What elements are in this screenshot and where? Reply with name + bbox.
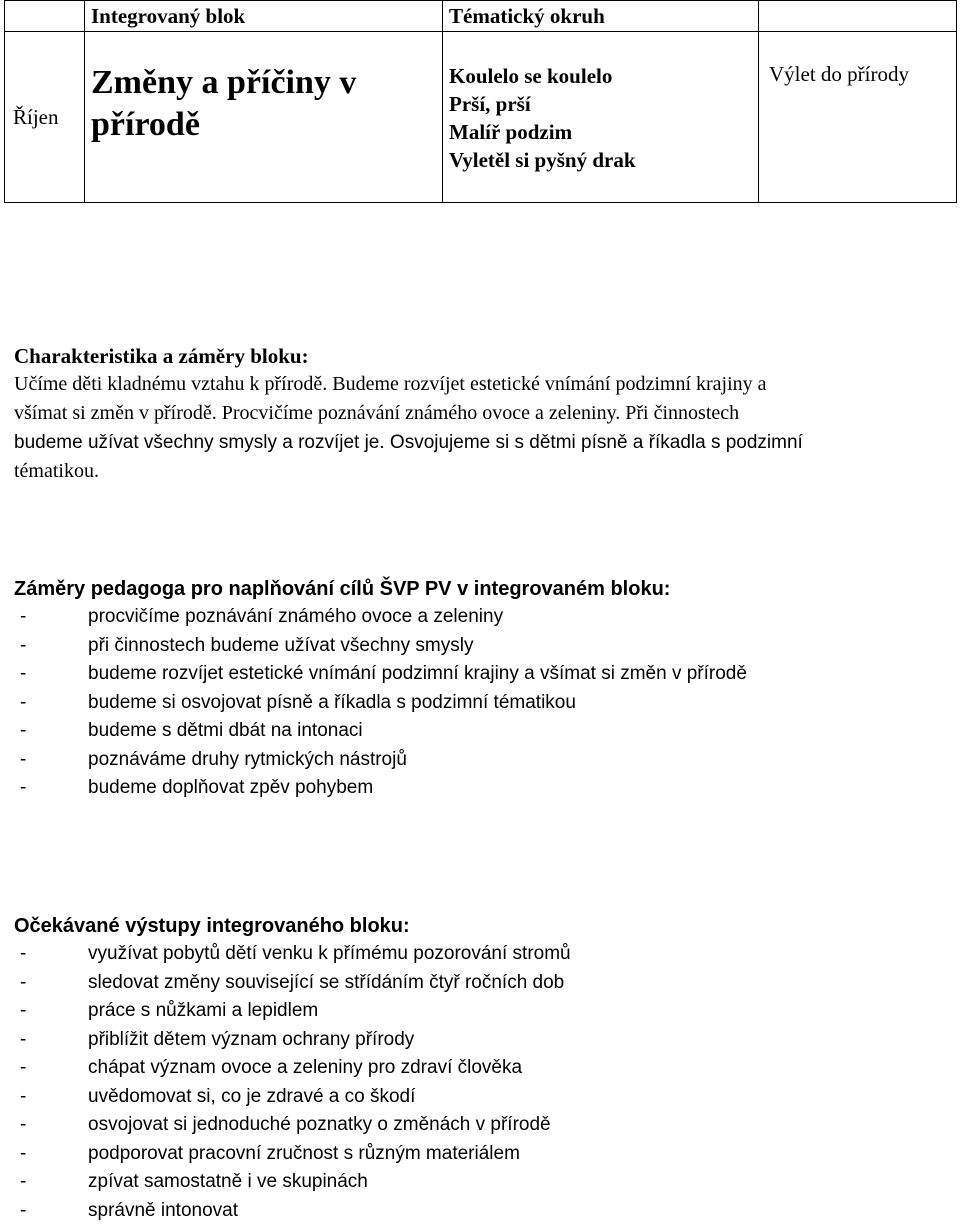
plan-header-table xyxy=(4,0,957,203)
vystupy-section xyxy=(14,912,944,1225)
zamery-section xyxy=(14,575,944,803)
vystupy-list xyxy=(14,940,944,1225)
list-item xyxy=(14,940,944,969)
list-item-text: chápat význam ovoce a zeleniny pro zdraví člověka xyxy=(88,1057,523,1078)
col-block-header xyxy=(85,1,443,32)
list-item xyxy=(14,746,944,775)
trip-cell xyxy=(759,32,957,203)
dash-bullet: - xyxy=(20,943,27,964)
topics-cell xyxy=(443,32,759,203)
dash-bullet: - xyxy=(20,634,27,656)
list-item-text: přiblížit dětem význam ochrany přírody xyxy=(88,1028,415,1050)
list-item xyxy=(14,1140,944,1169)
dash-bullet: - xyxy=(20,1199,27,1221)
charakteristika-text xyxy=(14,370,944,486)
list-item-text: budeme rozvíjet estetické vnímání podzimní krajiny a všímat si změn v přírodě xyxy=(88,663,747,684)
list-item-text: poznáváme druhy rytmických nástrojů xyxy=(88,748,407,770)
block-title: Změny a příčiny v přírodě xyxy=(91,64,357,143)
char-line: všímat si změn v přírodě. Procvičíme poznávání známého ovoce a zeleniny. Při činnostech xyxy=(14,402,740,424)
list-item xyxy=(14,717,944,746)
list-item-text: při činnostech budeme užívat všechny smysly xyxy=(88,634,474,656)
list-item xyxy=(14,1197,944,1225)
zamery-list xyxy=(14,603,944,803)
list-item xyxy=(14,1111,944,1140)
content-row xyxy=(5,32,957,203)
char-line: Učíme děti kladnému vztahu k přírodě. Budeme rozvíjet estetické vnímání podzimní krajiny a xyxy=(14,373,767,395)
dash-bullet: - xyxy=(20,1114,27,1135)
topic-item: Malíř podzim xyxy=(449,120,573,144)
list-item xyxy=(14,1083,944,1112)
zamery-heading: Záměry pedagoga pro naplňování cílů ŠVP PV v integrovaném bloku: xyxy=(14,578,671,600)
dash-bullet: - xyxy=(20,1142,27,1164)
header-empty-cell xyxy=(5,1,85,32)
month-label: Říjen xyxy=(13,104,59,129)
vystupy-heading: Očekávané výstupy integrovaného bloku: xyxy=(14,915,410,937)
topic-item: Koulelo se koulelo xyxy=(449,64,613,88)
list-item xyxy=(14,1026,944,1055)
list-item-text: osvojovat si jednoduché poznatky o změnách v přírodě xyxy=(88,1114,551,1135)
list-item-text: práce s nůžkami a lepidlem xyxy=(88,1000,319,1021)
header-empty-cell-right xyxy=(759,1,957,32)
list-item-text: budeme s dětmi dbát na intonaci xyxy=(88,720,363,741)
dash-bullet: - xyxy=(20,691,27,713)
list-item-text: budeme doplňovat zpěv pohybem xyxy=(88,777,374,798)
dash-bullet: - xyxy=(20,606,27,627)
charakteristika-heading: Charakteristika a záměry bloku: xyxy=(14,344,309,368)
list-item-text: budeme si osvojovat písně a říkadla s podzimní tématikou xyxy=(88,691,576,713)
list-item-text: procvičíme poznávání známého ovoce a zeleniny xyxy=(88,606,504,627)
list-item xyxy=(14,997,944,1026)
char-line: tématikou. xyxy=(14,460,99,482)
dash-bullet: - xyxy=(20,971,27,993)
trip-label: Výlet do přírody xyxy=(769,62,909,86)
list-item xyxy=(14,689,944,718)
dash-bullet: - xyxy=(20,1000,27,1021)
dash-bullet: - xyxy=(20,1171,27,1192)
dash-bullet: - xyxy=(20,1057,27,1078)
col-topic-header xyxy=(443,1,759,32)
list-item-text: zpívat samostatně i ve skupinách xyxy=(88,1171,368,1192)
dash-bullet: - xyxy=(20,1028,27,1050)
char-line: budeme užívat všechny smysly a rozvíjet je. Osvojujeme si s dětmi písně a říkadla s podzimní xyxy=(14,432,803,453)
list-item-text: využívat pobytů dětí venku k přímému pozorování stromů xyxy=(88,943,571,964)
dash-bullet: - xyxy=(20,663,27,684)
col-topic-label: Tématický okruh xyxy=(449,4,605,28)
list-item xyxy=(14,774,944,803)
list-item xyxy=(14,660,944,689)
header-row xyxy=(5,1,957,32)
list-item-text: uvědomovat si, co je zdravé a co škodí xyxy=(88,1085,416,1107)
list-item xyxy=(14,969,944,998)
list-item xyxy=(14,632,944,661)
dash-bullet: - xyxy=(20,777,27,798)
month-cell xyxy=(5,32,85,203)
dash-bullet: - xyxy=(20,1085,27,1107)
dash-bullet: - xyxy=(20,748,27,770)
list-item-text: sledovat změny související se střídáním čtyř ročních dob xyxy=(88,971,565,993)
charakteristika-section xyxy=(14,342,944,486)
col-block-label: Integrovaný blok xyxy=(91,4,246,28)
list-item-text: podporovat pracovní zručnost s různým materiálem xyxy=(88,1142,520,1164)
topics-list xyxy=(443,32,758,174)
list-item xyxy=(14,1054,944,1083)
dash-bullet: - xyxy=(20,720,27,741)
topic-item: Prší, prší xyxy=(449,92,531,116)
list-item xyxy=(14,1168,944,1197)
list-item-text: správně intonovat xyxy=(88,1199,238,1221)
topic-item: Vyletěl si pyšný drak xyxy=(449,148,636,172)
list-item xyxy=(14,603,944,632)
block-title-cell xyxy=(85,32,443,203)
